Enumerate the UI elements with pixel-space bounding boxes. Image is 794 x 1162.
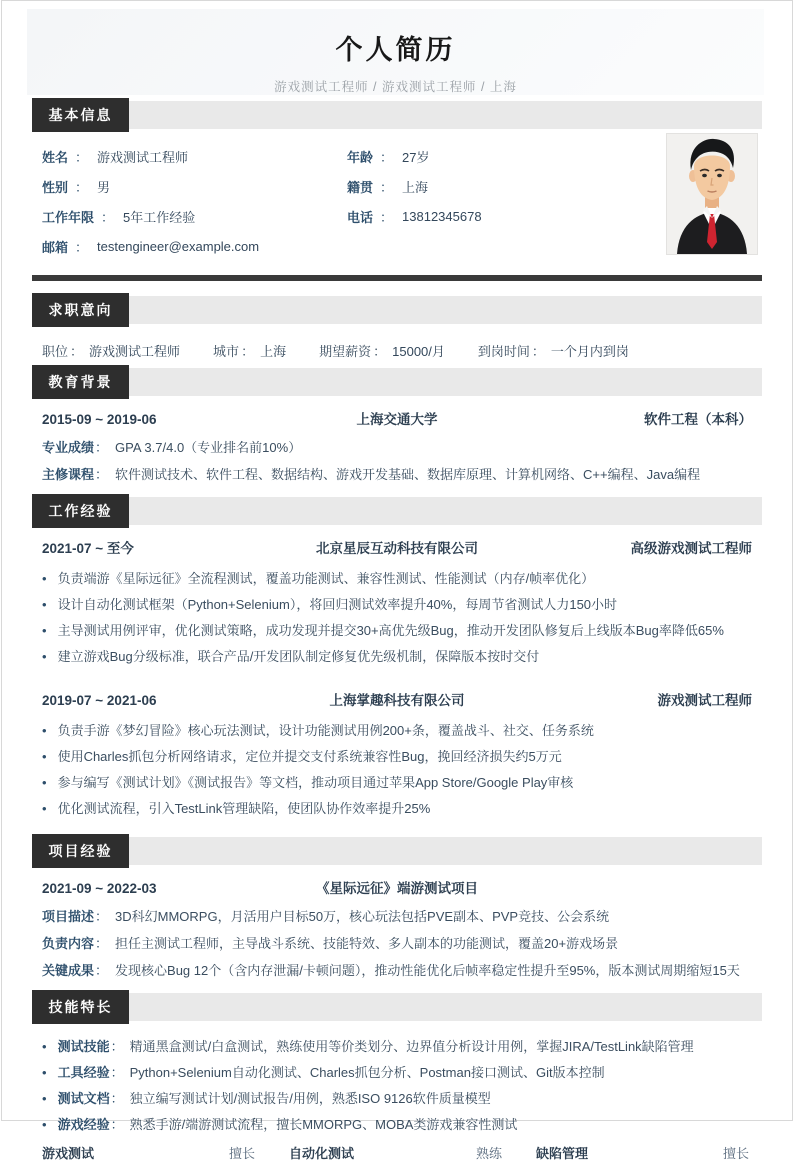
colon: ：: [95, 963, 109, 978]
bullet-icon: •: [42, 775, 47, 790]
education-detail-row: [42, 434, 762, 461]
skill-bullet: [42, 1086, 762, 1112]
project-detail-rows: [32, 903, 762, 984]
detail-text: 发现核心Bug 12个（含内存泄漏/卡顿问题），推动性能优化后帧率稳定性提升至95%，版本测试周期缩短15天: [115, 963, 740, 978]
section-bar: [32, 497, 762, 525]
skill-text: 熟悉手游/端游测试流程，擅长MMORPG、MOBA类游戏兼容性测试: [129, 1117, 518, 1132]
page-title: 个人简历: [335, 35, 456, 65]
detail-label: 关键成果: [42, 963, 95, 978]
section-title-project: 项目经验: [32, 834, 129, 868]
bullet-text: 负责端游《星际远征》全流程测试，覆盖功能测试、兼容性测试、性能测试（内存/帧率优化）: [57, 571, 595, 586]
resume-page: [1, 0, 793, 1161]
skill-label: 测试文档: [57, 1091, 110, 1106]
job2-bullets: [32, 718, 762, 822]
section-bar: [32, 837, 762, 865]
colon: ：: [101, 209, 115, 225]
section-bar: [32, 296, 762, 324]
job-bullet: [42, 718, 762, 744]
skill-text: 独立编写测试计划/测试报告/用例，熟悉ISO 9126软件质量模型: [129, 1091, 491, 1106]
detail-label: 专业成绩: [42, 440, 95, 455]
bullet-text: 负责手游《梦幻冒险》核心玩法测试，设计功能测试用例200+条，覆盖战斗、社交、任务系统: [57, 723, 594, 738]
colon: ：: [110, 1117, 124, 1132]
section-bar: [32, 368, 762, 396]
info-row: [42, 231, 347, 261]
intention-label: 职位: [42, 343, 69, 359]
section-head-project: [32, 834, 762, 868]
skill-meter-name: 缺陷管理: [536, 1145, 589, 1161]
field-value: 上海: [402, 179, 429, 195]
basic-info-right-column: [347, 141, 637, 261]
job-bullet: [42, 566, 762, 592]
job-bullet: [42, 644, 762, 670]
education-header-row: [32, 411, 762, 429]
project-name: 《星际远征》端游测试项目: [316, 881, 478, 896]
skill-meter: [289, 1142, 502, 1162]
field-label: 姓名: [42, 149, 69, 165]
basic-info-left-column: [42, 141, 347, 261]
colon: ：: [95, 440, 109, 455]
section-head-basic: [32, 98, 762, 132]
detail-label: 项目描述: [42, 909, 95, 924]
bullet-text: 设计自动化测试框架（Python+Selenium），将回归测试效率提升40%，每周节省测试人力150小时: [57, 597, 618, 612]
bullet-text: 优化测试流程，引入TestLink管理缺陷，使团队协作效率提升25%: [57, 801, 431, 816]
education-detail-row: [42, 461, 762, 488]
colon: ：: [110, 1065, 124, 1080]
project-header-spacer: [478, 880, 752, 898]
section-head-work: [32, 494, 762, 528]
profile-photo: [666, 133, 758, 255]
colon: ：: [241, 343, 255, 359]
project-detail-row: [42, 930, 762, 957]
colon: ：: [110, 1091, 124, 1106]
section-title-skills: 技能特长: [32, 990, 129, 1024]
colon: ：: [75, 179, 89, 195]
skill-meter-level: 擅长: [722, 1145, 749, 1161]
colon: ：: [531, 343, 545, 359]
colon: ：: [380, 209, 394, 225]
field-value: 5年工作经验: [123, 209, 196, 225]
field-value: 13812345678: [402, 208, 482, 224]
project-header-row: [32, 880, 762, 898]
education-degree: 软件工程（本科）: [644, 412, 752, 427]
section-bar: [32, 101, 762, 129]
detail-text: 担任主测试工程师，主导战斗系统、技能特效、多人副本的功能测试，覆盖20+游戏场景: [115, 936, 619, 951]
section-head-skills: [32, 990, 762, 1024]
skill-meter: [536, 1142, 749, 1162]
job-period: 2019-07 ~ 2021-06: [42, 693, 157, 708]
section-head-education: [32, 365, 762, 399]
colon: ：: [110, 1039, 124, 1054]
section-head-intention: [32, 293, 762, 327]
colon: ：: [380, 149, 394, 165]
section-divider: [32, 275, 762, 281]
detail-text: 软件测试技术、软件工程、数据结构、游戏开发基础、数据库原理、计算机网络、C++编程、Java编程: [115, 467, 701, 482]
job2-header-row: [32, 692, 762, 710]
job-bullet: [42, 796, 762, 822]
intention-item: [319, 341, 445, 360]
field-value: testengineer@example.com: [97, 238, 260, 254]
job-intention-row: [42, 339, 762, 361]
job-bullet: [42, 744, 762, 770]
bullet-icon: •: [42, 801, 47, 816]
section-bar: [32, 993, 762, 1021]
skill-bullet: [42, 1112, 762, 1138]
section-title-basic: 基本信息: [32, 98, 129, 132]
job1-bullets: [32, 566, 762, 670]
profile-photo-illustration: [667, 134, 757, 254]
bullet-icon: •: [42, 649, 47, 664]
bullet-icon: •: [42, 1065, 47, 1080]
skill-meter-level: 擅长: [228, 1145, 255, 1161]
basic-info-block: [32, 132, 762, 261]
field-label: 邮箱: [42, 239, 69, 255]
bullet-text: 建立游戏Bug分级标准，联合产品/开发团队制定修复优先级机制，保障版本按时交付: [57, 649, 540, 664]
intention-value: 15000/月: [392, 343, 445, 359]
colon: ：: [70, 343, 84, 359]
skill-text: 精通黑盒测试/白盒测试，熟练使用等价类划分、边界值分析设计用例，掌握JIRA/TestLink缺陷管理: [129, 1039, 694, 1054]
skill-bullet: [42, 1034, 762, 1060]
intention-label: 期望薪资: [319, 343, 372, 359]
job-role: 高级游戏测试工程师: [630, 541, 752, 556]
info-row: [42, 171, 347, 201]
skill-meter-level: 熟练: [475, 1145, 502, 1161]
skill-meter: [42, 1142, 255, 1162]
section-title-education: 教育背景: [32, 365, 129, 399]
info-row: [347, 201, 637, 231]
field-label: 籍贯: [347, 179, 374, 195]
field-label: 工作年限: [42, 209, 95, 225]
intention-item: [478, 341, 629, 360]
bullet-text: 使用Charles抓包分析网络请求，定位并提交支付系统兼容性Bug，挽回经济损失约5万元: [57, 749, 562, 764]
job-company: 北京星辰互动科技有限公司: [316, 541, 478, 556]
project-period: 2021-09 ~ 2022-03: [42, 881, 157, 896]
colon: ：: [95, 467, 109, 482]
job-bullet: [42, 618, 762, 644]
education-period: 2015-09 ~ 2019-06: [42, 412, 157, 427]
colon: ：: [380, 179, 394, 195]
info-row: [347, 171, 637, 201]
intention-value: 上海: [260, 343, 287, 359]
education-detail-rows: [32, 434, 762, 488]
colon: ：: [95, 909, 109, 924]
skill-bullets: [32, 1034, 762, 1138]
skill-meter-row: [32, 1142, 762, 1162]
job-role: 游戏测试工程师: [657, 693, 752, 708]
page-subtitle: 游戏测试工程师 / 游戏测试工程师 / 上海: [274, 80, 517, 94]
education-school: 上海交通大学: [356, 412, 438, 427]
colon: ：: [75, 239, 89, 255]
job-bullet: [42, 592, 762, 618]
field-value: 男: [97, 179, 111, 195]
resume-content: [32, 98, 762, 1162]
resume-header: [27, 9, 764, 95]
intention-label: 到岗时间: [477, 343, 530, 359]
bullet-text: 参与编写《测试计划》《测试报告》等文档，推动项目通过苹果App Store/Google Play审核: [57, 775, 574, 790]
intention-value: 一个月内到岗: [550, 343, 629, 359]
skill-label: 测试技能: [57, 1039, 110, 1054]
skill-label: 游戏经验: [57, 1117, 110, 1132]
bullet-icon: •: [42, 623, 47, 638]
intention-label: 城市: [213, 343, 240, 359]
intention-item: [42, 341, 180, 360]
bullet-icon: •: [42, 1091, 47, 1106]
colon: ：: [95, 936, 109, 951]
field-value: 游戏测试工程师: [97, 149, 189, 165]
bullet-icon: •: [42, 749, 47, 764]
detail-label: 负责内容: [42, 936, 95, 951]
skill-bullet: [42, 1060, 762, 1086]
info-row: [347, 141, 637, 171]
project-detail-row: [42, 957, 762, 984]
project-detail-row: [42, 903, 762, 930]
detail-label: 主修课程: [42, 467, 95, 482]
job-company: 上海掌趣科技有限公司: [329, 693, 465, 708]
job1-header-row: [32, 540, 762, 558]
section-title-work: 工作经验: [32, 494, 129, 528]
colon: ：: [75, 149, 89, 165]
intention-item: [213, 341, 286, 360]
skill-meter-name: 游戏测试: [42, 1145, 95, 1161]
skill-label: 工具经验: [57, 1065, 110, 1080]
skill-text: Python+Selenium自动化测试、Charles抓包分析、Postman接口测试、Git版本控制: [129, 1065, 605, 1080]
field-label: 年龄: [347, 149, 374, 165]
skill-meter-name: 自动化测试: [289, 1145, 355, 1161]
bullet-icon: •: [42, 571, 47, 586]
bullet-icon: •: [42, 1117, 47, 1132]
colon: ：: [373, 343, 387, 359]
bullet-icon: •: [42, 1039, 47, 1054]
bullet-icon: •: [42, 597, 47, 612]
bullet-text: 主导测试用例评审，优化测试策略，成功发现并提交30+高优先级Bug，推动开发团队修复后上线版本Bug率降低65%: [57, 623, 724, 638]
section-title-intention: 求职意向: [32, 293, 129, 327]
info-row: [42, 141, 347, 171]
bullet-icon: •: [42, 723, 47, 738]
intention-value: 游戏测试工程师: [89, 343, 181, 359]
field-value: 27岁: [402, 149, 430, 165]
detail-text: GPA 3.7/4.0（专业排名前10%）: [115, 440, 302, 455]
field-label: 性别: [42, 179, 69, 195]
info-row: [42, 201, 347, 231]
field-label: 电话: [347, 209, 374, 225]
detail-text: 3D科幻MMORPG，月活用户目标50万，核心玩法包括PVE副本、PVP竞技、公会系统: [115, 909, 610, 924]
job-bullet: [42, 770, 762, 796]
job-period: 2021-07 ~ 至今: [42, 541, 134, 556]
